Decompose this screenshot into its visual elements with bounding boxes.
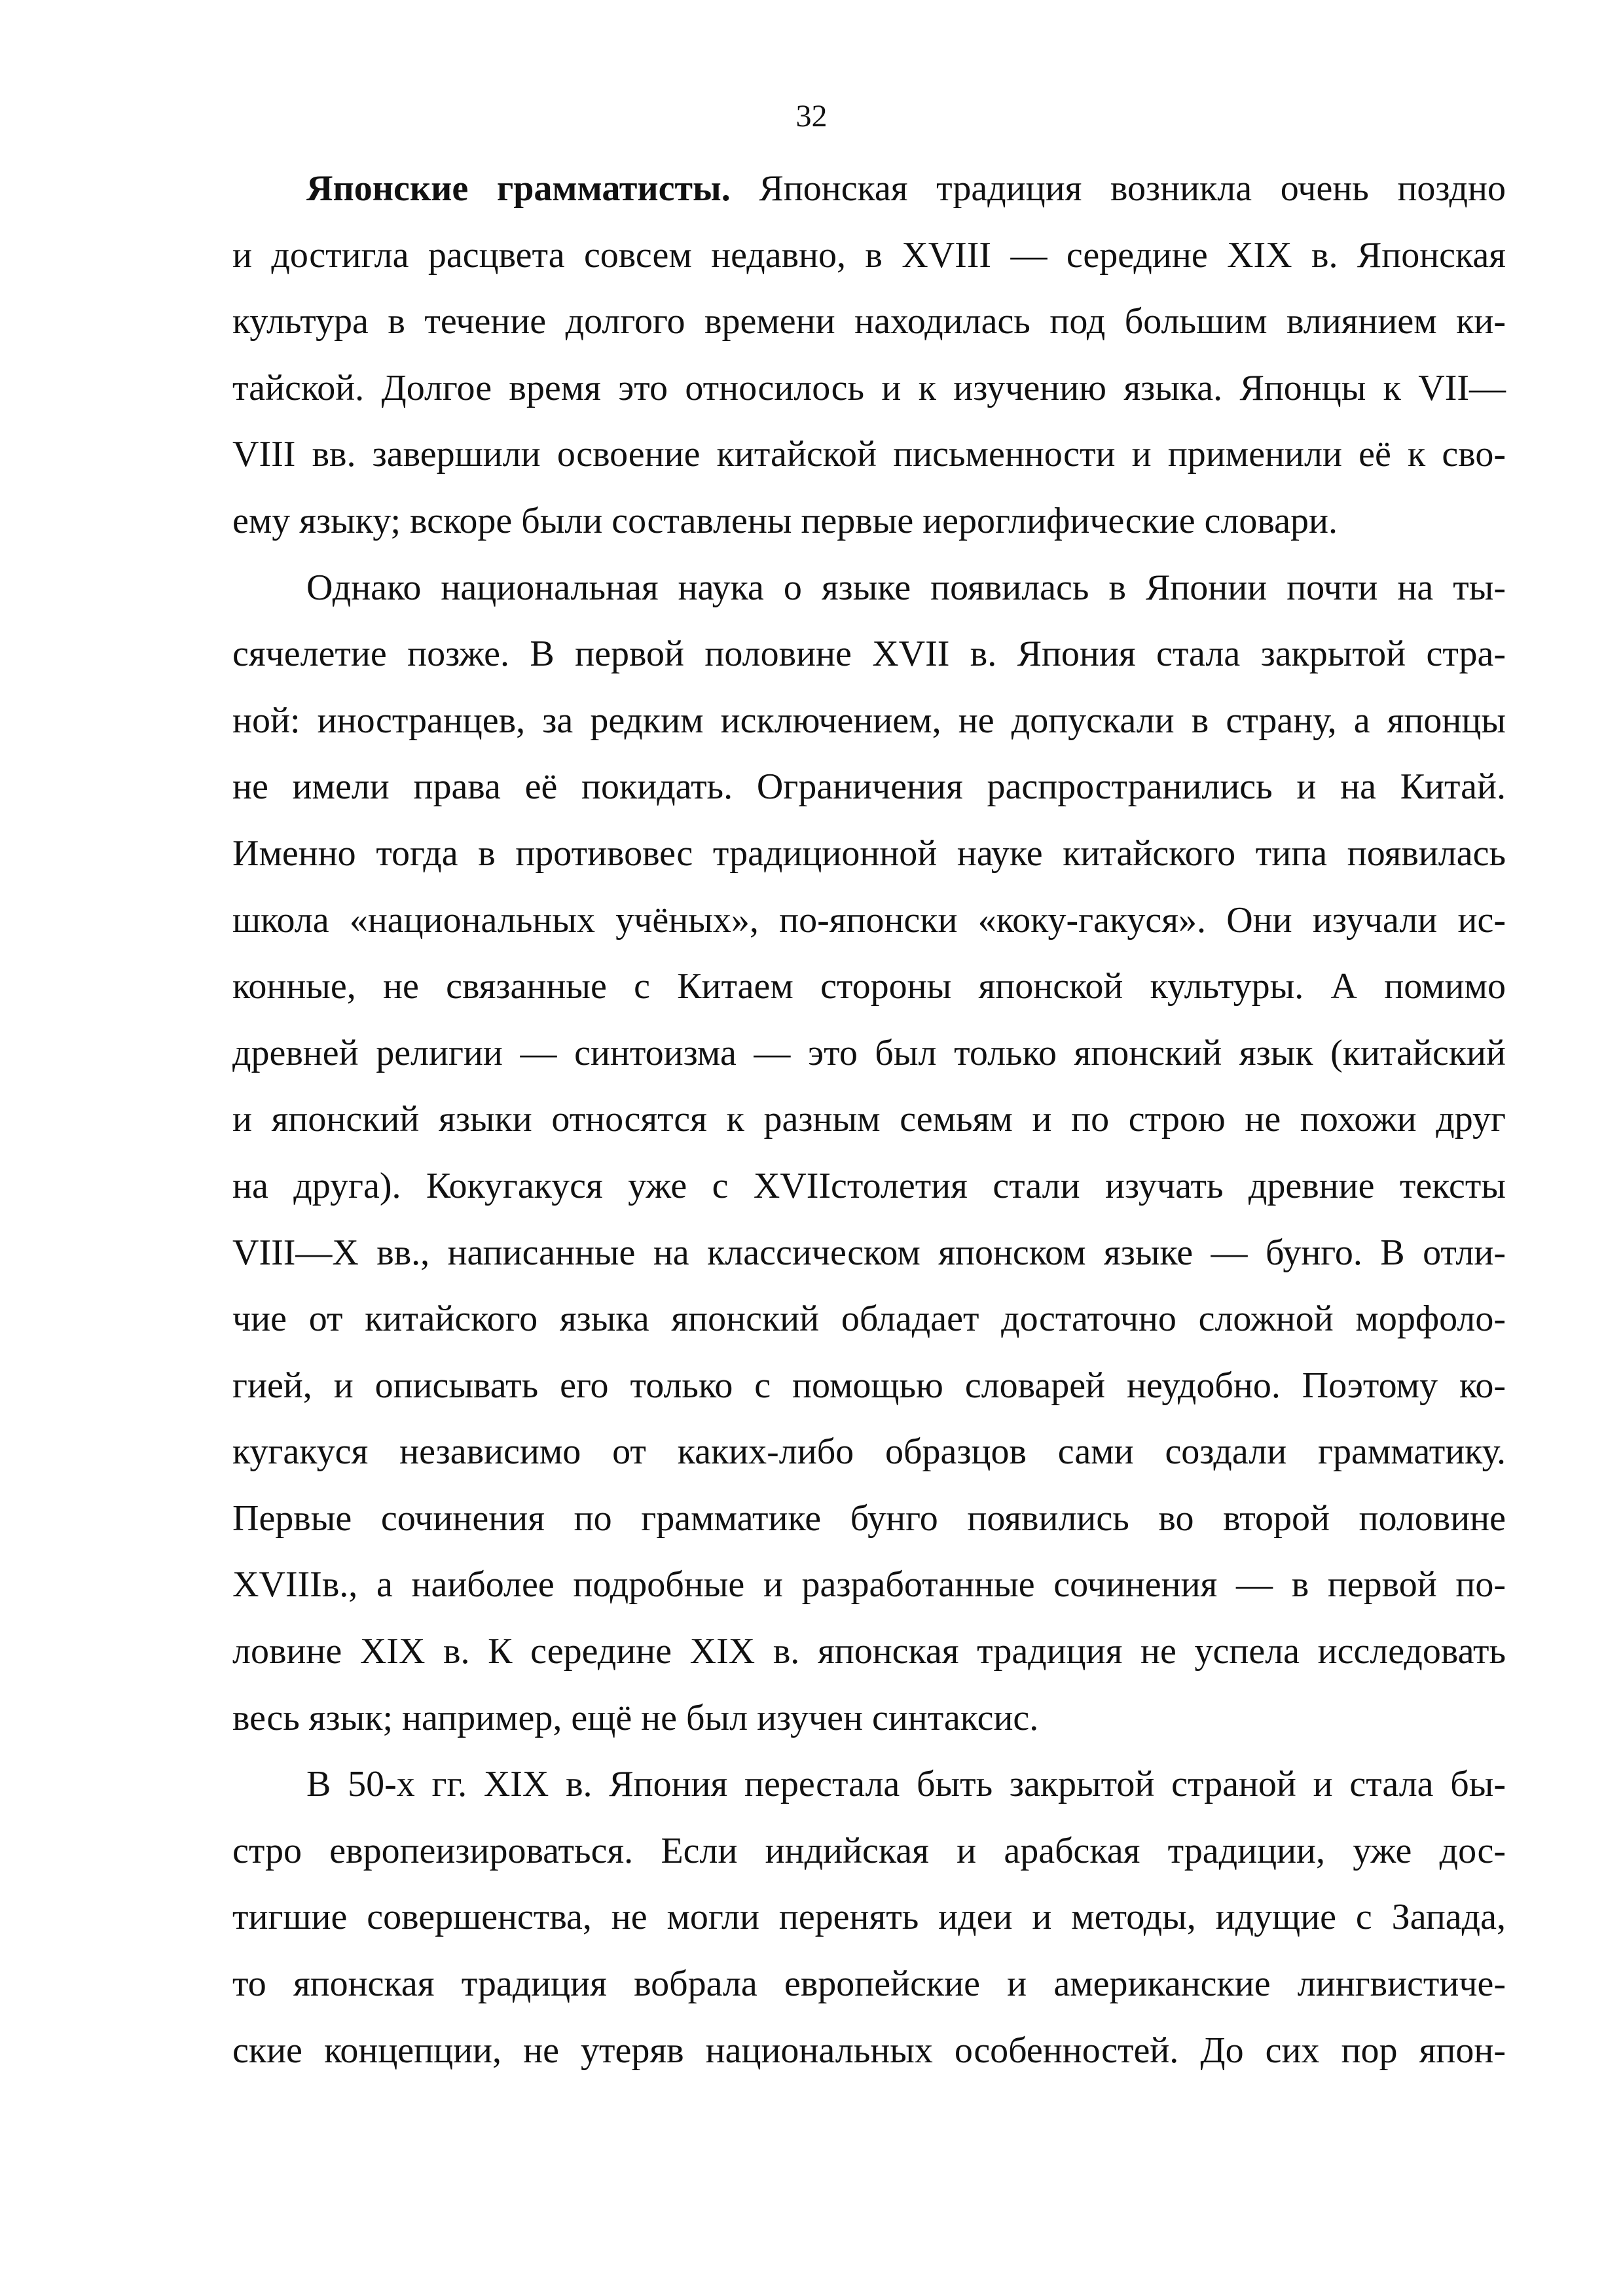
paragraph-line: конные, не связанные с Китаем стороны японской культуры. А помимо [232, 966, 1506, 1007]
paragraph-1 [232, 156, 1506, 555]
paragraph-line-text: Японская традиция возникла очень поздно [759, 168, 1506, 209]
paragraph-line: VIII вв. завершили освоение китайской письменности и применили её к сво- [232, 434, 1506, 475]
paragraph-line: Однако национальная наука о языке появилась в Японии почти на ты- [306, 567, 1506, 608]
paragraph-line: XVIIIв., а наиболее подробные и разработанные сочинения — в первой по- [232, 1564, 1506, 1605]
paragraph-line: Именно тогда в противовес традиционной науке китайского типа появилась [232, 833, 1506, 874]
paragraph-line: и достигла расцвета совсем недавно, в XVIII — середине XIX в. Японская [232, 234, 1506, 276]
paragraph-line [232, 156, 1506, 223]
paragraph-line: Первые сочинения по грамматике бунго появились во второй половине [232, 1498, 1506, 1539]
paragraph-line: VIII—X вв., написанные на классическом японском языке — бунго. В отли- [232, 1232, 1506, 1273]
section-title: Японские грамматисты. [306, 168, 731, 209]
paragraph-line: не имели права её покидать. Ограничения распространились и на Китай. [232, 766, 1506, 808]
body-text [232, 156, 1506, 2084]
paragraph-line: школа «национальных учёных», по-японски «коку-гакуся». Они изучали ис- [232, 899, 1506, 941]
paragraph-line: ему языку; вскоре были составлены первые иероглифические словари. [232, 500, 1338, 541]
paragraph-2 [232, 555, 1506, 1752]
paragraph-line: стро европеизироваться. Если индийская и арабская традиции, уже дос- [232, 1830, 1506, 1871]
paragraph-3 [232, 1751, 1506, 2084]
paragraph-line: кугакуся независимо от каких-либо образцов сами создали грамматику. [232, 1431, 1506, 1473]
paragraph-line: на друга). Кокугакуся уже с XVIIстолетия стали изучать древние тексты [232, 1165, 1506, 1206]
paragraph-line: сячелетие позже. В первой половине XVII в. Япония стала закрытой стра- [232, 634, 1506, 675]
paragraph-line: ной: иностранцев, за редким исключением, не допускали в страну, а японцы [232, 700, 1506, 741]
paragraph-line: и японский языки относятся к разным семьям и по строю не похожи друг [232, 1099, 1506, 1140]
paragraph-line: тигшие совершенства, не могли перенять идеи и методы, идущие с Запада, [232, 1897, 1506, 1938]
paragraph-line: чие от китайского языка японский обладает достаточно сложной морфоло- [232, 1299, 1506, 1340]
paragraph-line: то японская традиция вобрала европейские и американские лингвистиче- [232, 1964, 1506, 2005]
paragraph-line: ские концепции, не утеряв национальных особенностей. До сих пор япон- [232, 2030, 1506, 2071]
paragraph-line: древней религии — синтоизма — это был только японский язык (китайский [232, 1032, 1506, 1073]
paragraph-line: гией, и описывать его только с помощью словарей неудобно. Поэтому ко- [232, 1365, 1506, 1406]
paragraph-line: культура в течение долгого времени находилась под большим влиянием ки- [232, 301, 1506, 342]
page-number: 32 [795, 99, 828, 134]
paragraph-line: ловине XIX в. К середине XIX в. японская традиция не успела исследовать [232, 1631, 1506, 1672]
paragraph-line: тайской. Долгое время это относилось и к изучению языка. Японцы к VII— [232, 367, 1506, 408]
paragraph-line: В 50-х гг. XIX в. Япония перестала быть закрытой страной и стала бы- [306, 1764, 1506, 1805]
paragraph-line: весь язык; например, ещё не был изучен синтаксис. [232, 1697, 1039, 1738]
